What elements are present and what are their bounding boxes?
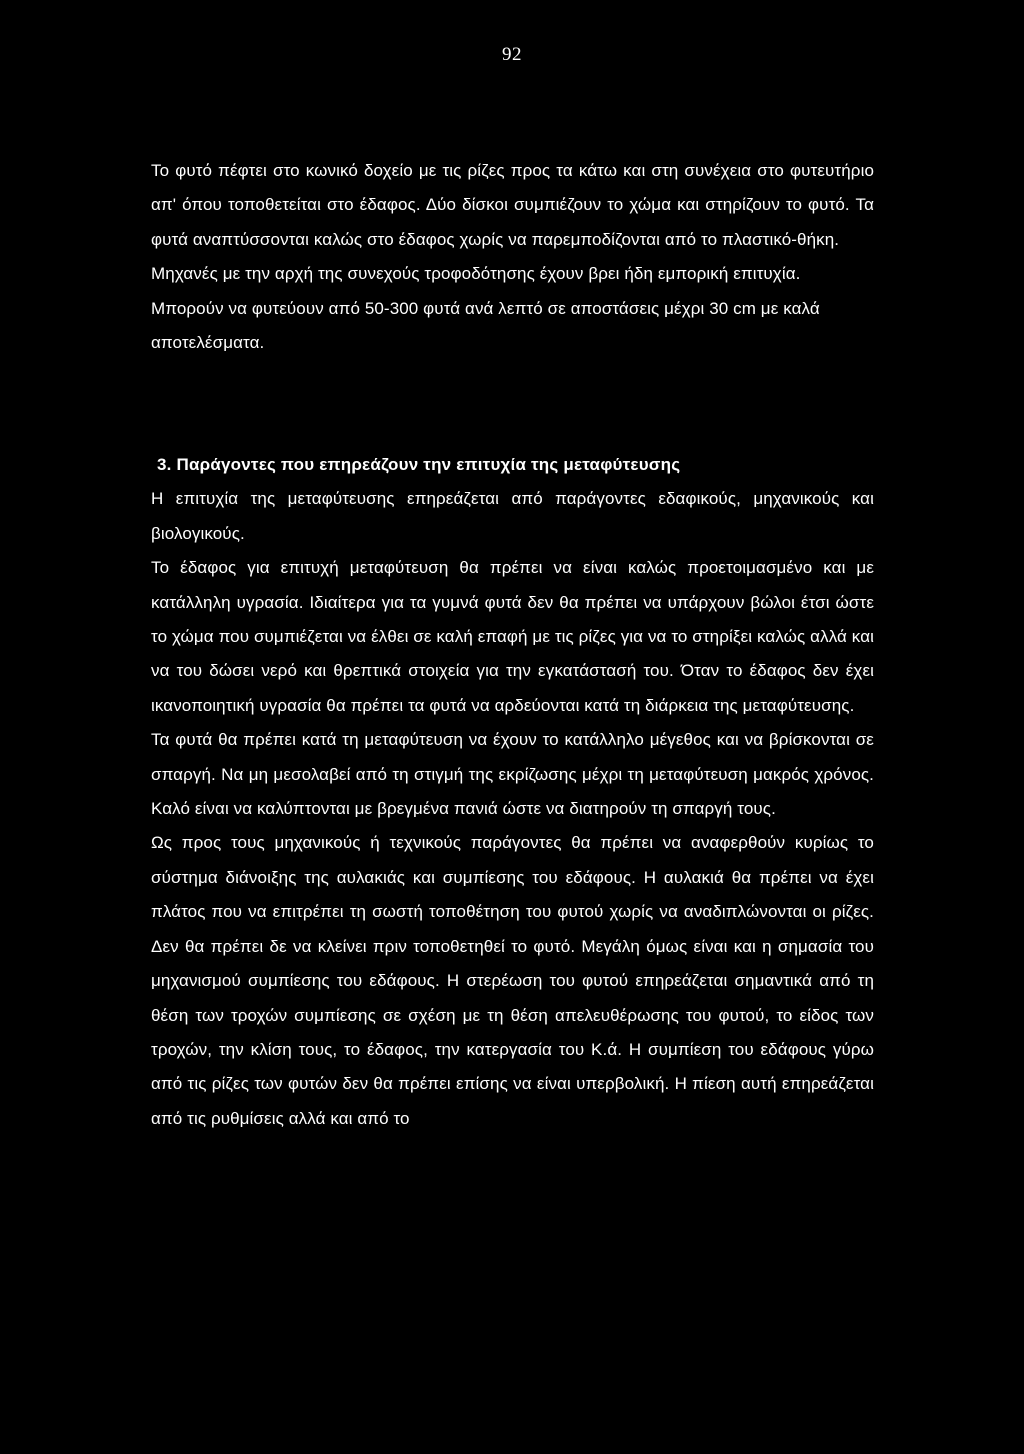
- section-paragraph: Ως προς τους μηχανικούς ή τεχνικούς παράγοντες θα πρέπει να αναφερθούν κυρίως το σύστημα διάνοιξης της αυλακιάς και συμπίεσης του εδάφους. Η αυλακιά θα πρέπει να έχει πλάτος που να επιτρέπει τη σωστή τοποθέτηση του φυτού χωρίς να αναδιπλώνονται οι ρίζες. Δεν θα πρέπει δε να κλείνει πριν τοποθετηθεί το φυτό. Μεγάλη όμως είναι και η σημασία του μηχανισμού συμπίεσης του εδάφους. Η στερέωση του φυτού επηρεάζεται σημαντικά από τη θέση των τροχών συμπίεσης σε σχέση με τη θέση απελευθέρωσης του φυτού, το είδος των τροχών, την κλίση τους, το έδαφος, την κατεργασία του Κ.ά. Η συμπίεση του εδάφους γύρω από τις ρίζες των φυτών δεν θα πρέπει επίσης να είναι υπερβολική. Η πίεση αυτή επηρεάζεται από τις ρυθμίσεις αλλά και από το: [151, 833, 874, 1128]
- section-paragraph: Τα φυτά θα πρέπει κατά τη μεταφύτευση να έχουν το κατάλληλο μέγεθος και να βρίσκονται σε σπαργή. Να μη μεσολαβεί από τη στιγμή της εκρίζωσης μέχρι τη μεταφύτευση μακρός χρόνος. Καλό είναι να καλύπτονται με βρεγμένα πανιά ώστε να διατηρούν τη σπαργή τους.: [151, 730, 874, 819]
- section-number: 3.: [157, 455, 172, 474]
- intro-paragraph: Μηχανές με την αρχή της συνεχούς τροφοδότησης έχουν βρει ήδη εμπορική επιτυχία. Μπορούν να φυτεύουν από 50-300 φυτά ανά λεπτό σε αποστάσεις μέχρι 30 cm με καλά αποτελέσματα.: [151, 264, 820, 353]
- section-paragraph: Το έδαφος για επιτυχή μεταφύτευση θα πρέπει να είναι καλώς προετοιμασμένο και με κατάλληλη υγρασία. Ιδιαίτερα για τα γυμνά φυτά δεν θα πρέπει να υπάρχουν βώλοι έτσι ώστε το χώμα που συμπιέζεται να έλθει σε καλή επαφή με τις ρίζες για να το στηρίξει καλώς αλλά και να του δώσει νερό και θρεπτικά στοιχεία για την εγκατάστασή του. Όταν το έδαφος δεν έχει ικανοποιητική υγρασία θα πρέπει τα φυτά να αρδεύονται κατά τη διάρκεια της μεταφύτευσης.: [151, 558, 874, 715]
- section-paragraph: Η επιτυχία της μεταφύτευσης επηρεάζεται από παράγοντες εδαφικούς, μηχανικούς και βιολογικούς.: [151, 489, 874, 543]
- intro-paragraph: Το φυτό πέφτει στο κωνικό δοχείο με τις ρίζες προς τα κάτω και στη συνέχεια στο φυτευτήριο απ' όπου τοποθετείται στο έδαφος. Δύο δίσκοι συμπιέζουν το χώμα και στηρίζουν το φυτό. Τα φυτά αναπτύσσονται καλώς στο έδαφος χωρίς να παρεμποδίζονται από το πλαστικό-θήκη.: [151, 161, 874, 249]
- section-title: Παράγοντες που επηρεάζουν την επιτυχία της μεταφύτευσης: [176, 455, 681, 474]
- section-3: [151, 448, 874, 1136]
- intro-text: [151, 154, 874, 360]
- section-heading: [151, 448, 874, 482]
- page-number: 92: [502, 44, 522, 65]
